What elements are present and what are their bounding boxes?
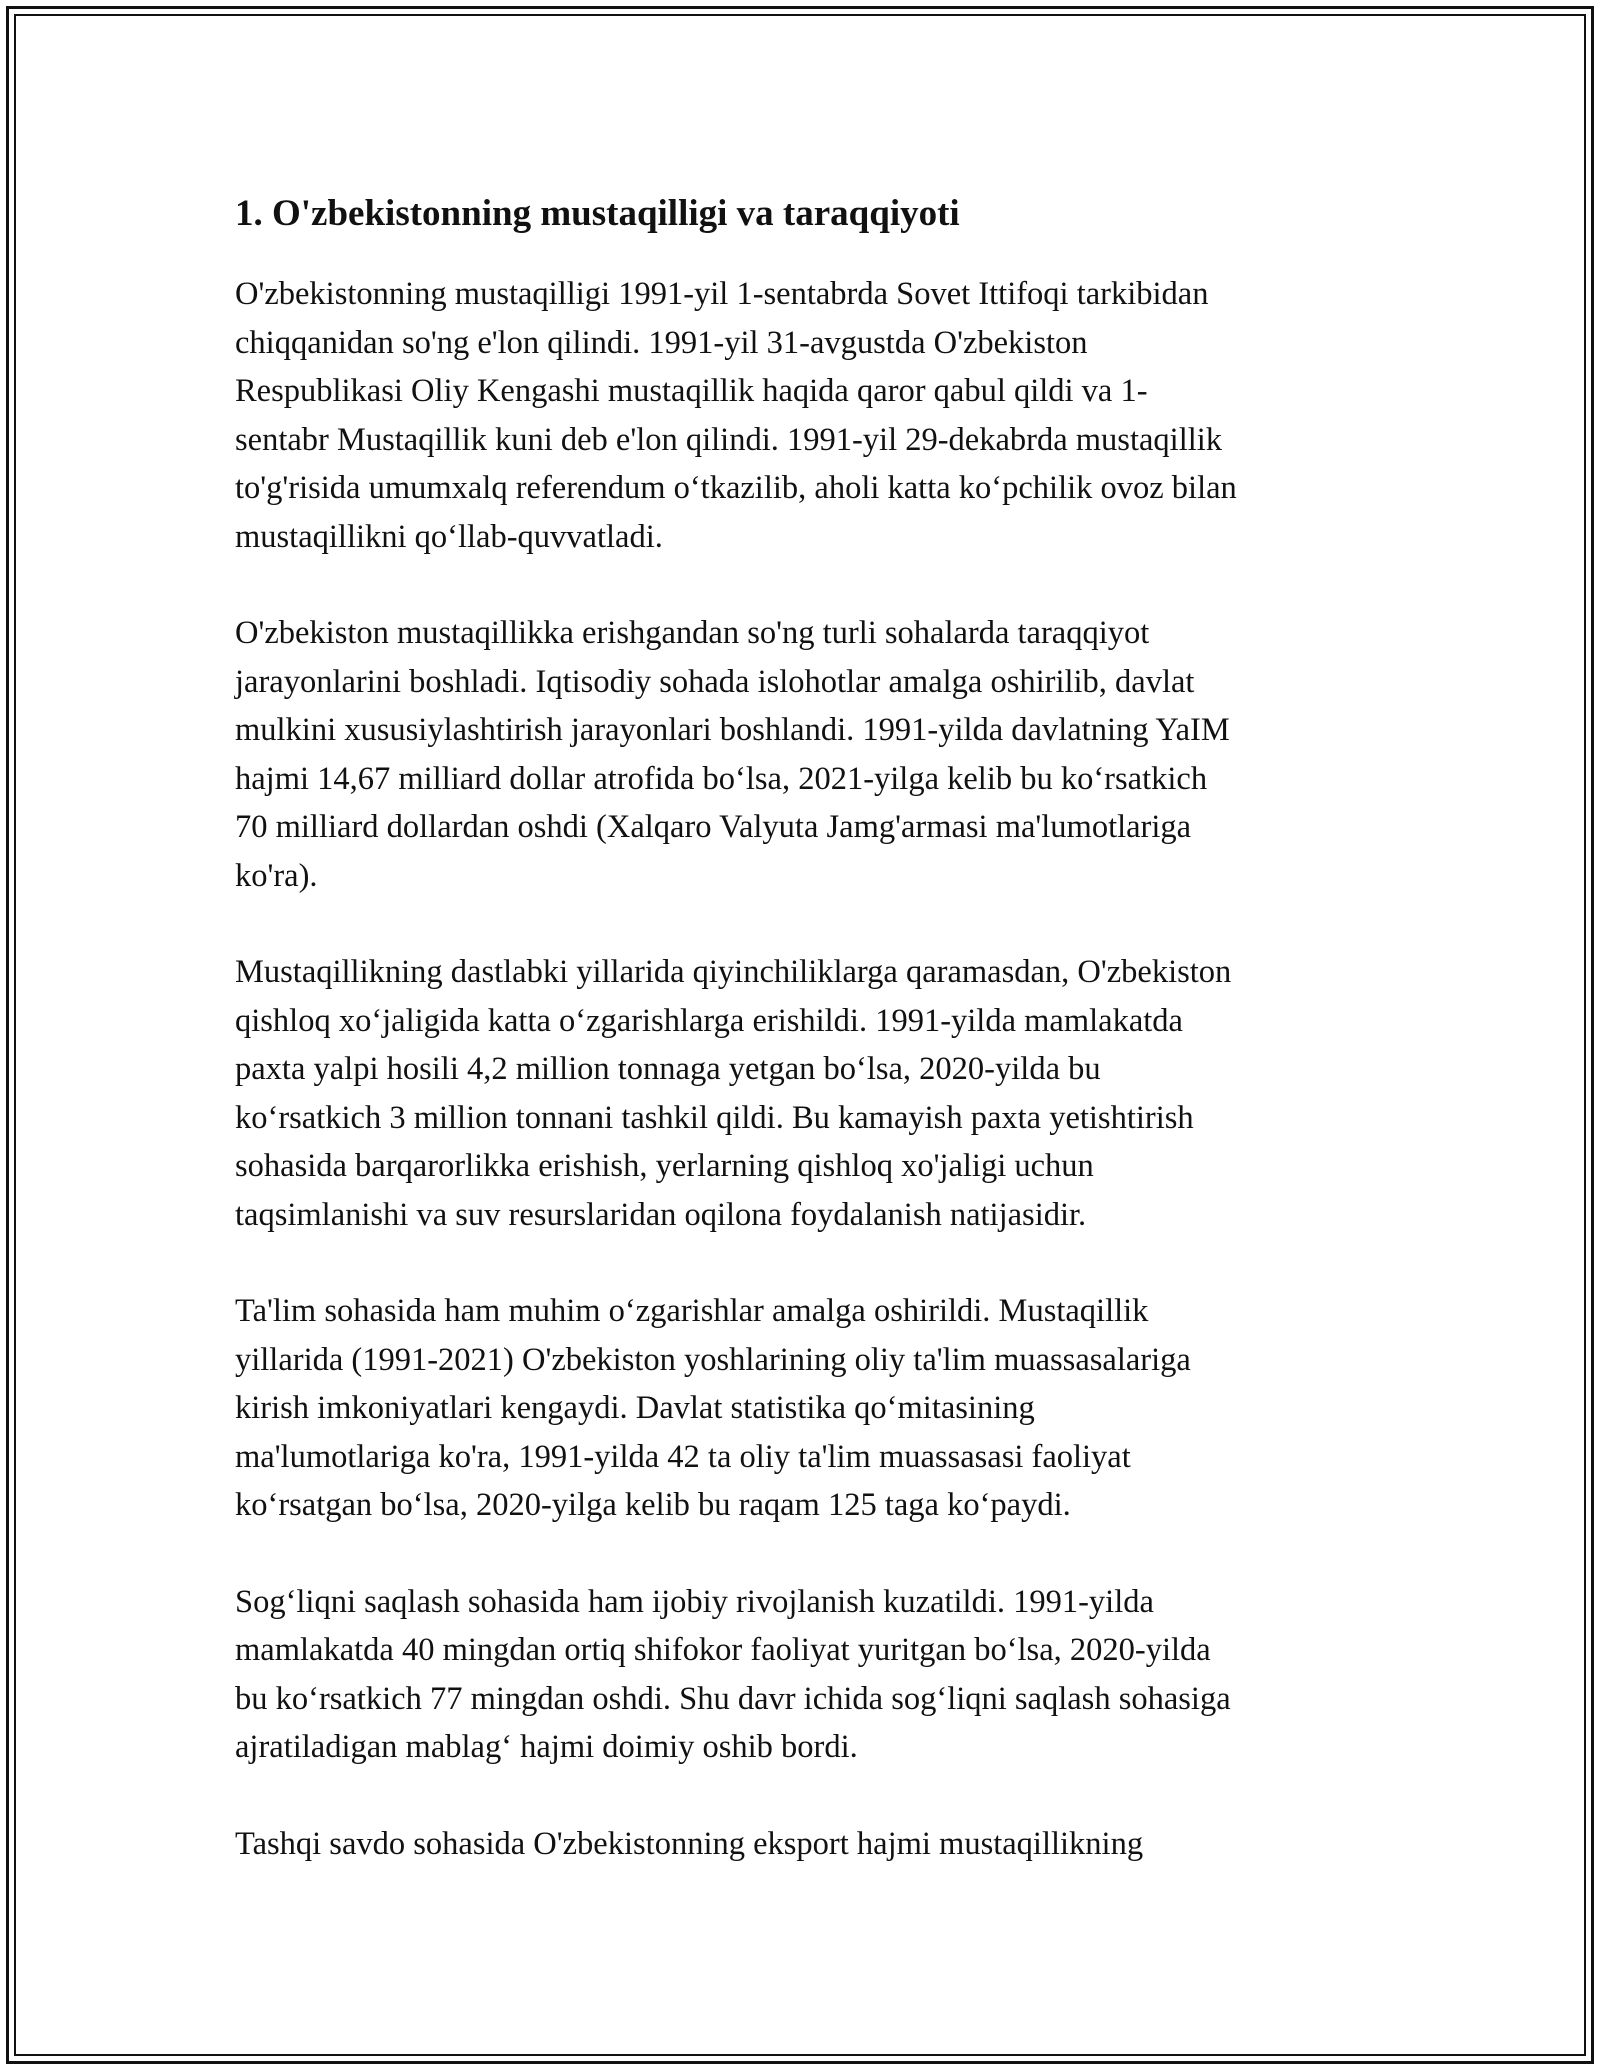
text-line: ko'ra). [235, 857, 318, 894]
text-line: 70 milliard dollardan oshdi (Xalqaro Valyuta Jamg'armasi ma'lumotlariga [235, 809, 1192, 845]
text-line: sohasida barqarorlikka erishish, yerlarning qishloq xo'jaligi uchun [235, 1148, 1094, 1184]
paragraph-healthcare [235, 1578, 1375, 1772]
text-line: mulkini xususiylashtirish jarayonlari boshlandi. 1991-yilda davlatning YaIM [235, 712, 1230, 748]
text-line: mamlakatda 40 mingdan ortiq shifokor faoliyat yuritgan bo‘lsa, 2020-yilda [235, 1632, 1211, 1668]
text-line: kirish imkoniyatlari kengaydi. Davlat statistika qo‘mitasining [235, 1390, 1035, 1426]
text-line: ko‘rsatgan bo‘lsa, 2020-yilga kelib bu raqam 125 taga ko‘paydi. [235, 1487, 1071, 1523]
text-line: to'g'risida umumxalq referendum o‘tkazilib, aholi katta ko‘pchilik ovoz bilan [235, 470, 1237, 506]
text-line: O'zbekiston mustaqillikka erishgandan so'ng turli sohalarda taraqqiyot [235, 615, 1150, 651]
text-line: qishloq xo‘jaligida katta o‘zgarishlarga erishildi. 1991-yilda mamlakatda [235, 1002, 1183, 1039]
paragraph-education [235, 1287, 1375, 1530]
paragraph-trade [235, 1820, 1375, 1869]
text-line: yillarida (1991-2021) O'zbekiston yoshlarining oliy ta'lim muassasalariga [235, 1341, 1191, 1378]
text-line: O'zbekistonning mustaqilligi 1991-yil 1-sentabrda Sovet Ittifoqi tarkibidan [235, 276, 1209, 312]
text-line: ko‘rsatkich 3 million tonnani tashkil qildi. Bu kamayish paxta yetishtirish [235, 1099, 1194, 1136]
document-body [235, 188, 1375, 1916]
text-line: paxta yalpi hosili 4,2 million tonnaga yetgan bo‘lsa, 2020-yilda bu [235, 1051, 1101, 1087]
text-line: Mustaqillikning dastlabki yillarida qiyinchiliklarga qaramasdan, O'zbekiston [235, 954, 1232, 990]
section-heading: 1. O'zbekistonning mustaqilligi va taraqqiyoti [235, 193, 960, 234]
text-line: ma'lumotlariga ko'ra, 1991-yilda 42 ta oliy ta'lim muassasasi faoliyat [235, 1438, 1131, 1475]
text-line: ajratiladigan mablag‘ hajmi doimiy oshib bordi. [235, 1729, 858, 1765]
text-line: Ta'lim sohasida ham muhim o‘zgarishlar amalga oshirildi. Mustaqillik [235, 1293, 1149, 1329]
text-line: chiqqanidan so'ng e'lon qilindi. 1991-yil 31-avgustda O'zbekiston [235, 324, 1088, 361]
text-line: bu ko‘rsatkich 77 mingdan oshdi. Shu davr ichida sog‘liqni saqlash sohasiga [235, 1680, 1231, 1717]
paragraph-agriculture [235, 948, 1375, 1239]
text-line: Respublikasi Oliy Kengashi mustaqillik haqida qaror qabul qildi va 1- [235, 373, 1148, 409]
paragraph-independence [235, 270, 1375, 561]
text-line: Sog‘liqni saqlash sohasida ham ijobiy rivojlanish kuzatildi. 1991-yilda [235, 1583, 1154, 1620]
text-line: jarayonlarini boshladi. Iqtisodiy sohada islohotlar amalga oshirilib, davlat [235, 663, 1195, 700]
text-line: taqsimlanishi va suv resurslaridan oqilona foydalanish natijasidir. [235, 1196, 1087, 1233]
text-line: mustaqillikni qo‘llab-quvvatladi. [235, 518, 663, 555]
text-line: sentabr Mustaqillik kuni deb e'lon qilindi. 1991-yil 29-dekabrda mustaqillik [235, 421, 1223, 458]
text-line: Tashqi savdo sohasida O'zbekistonning eksport hajmi mustaqillikning [235, 1825, 1144, 1862]
text-line: hajmi 14,67 milliard dollar atrofida bo‘lsa, 2021-yilga kelib bu ko‘rsatkich [235, 760, 1208, 797]
paragraph-economy [235, 609, 1375, 900]
